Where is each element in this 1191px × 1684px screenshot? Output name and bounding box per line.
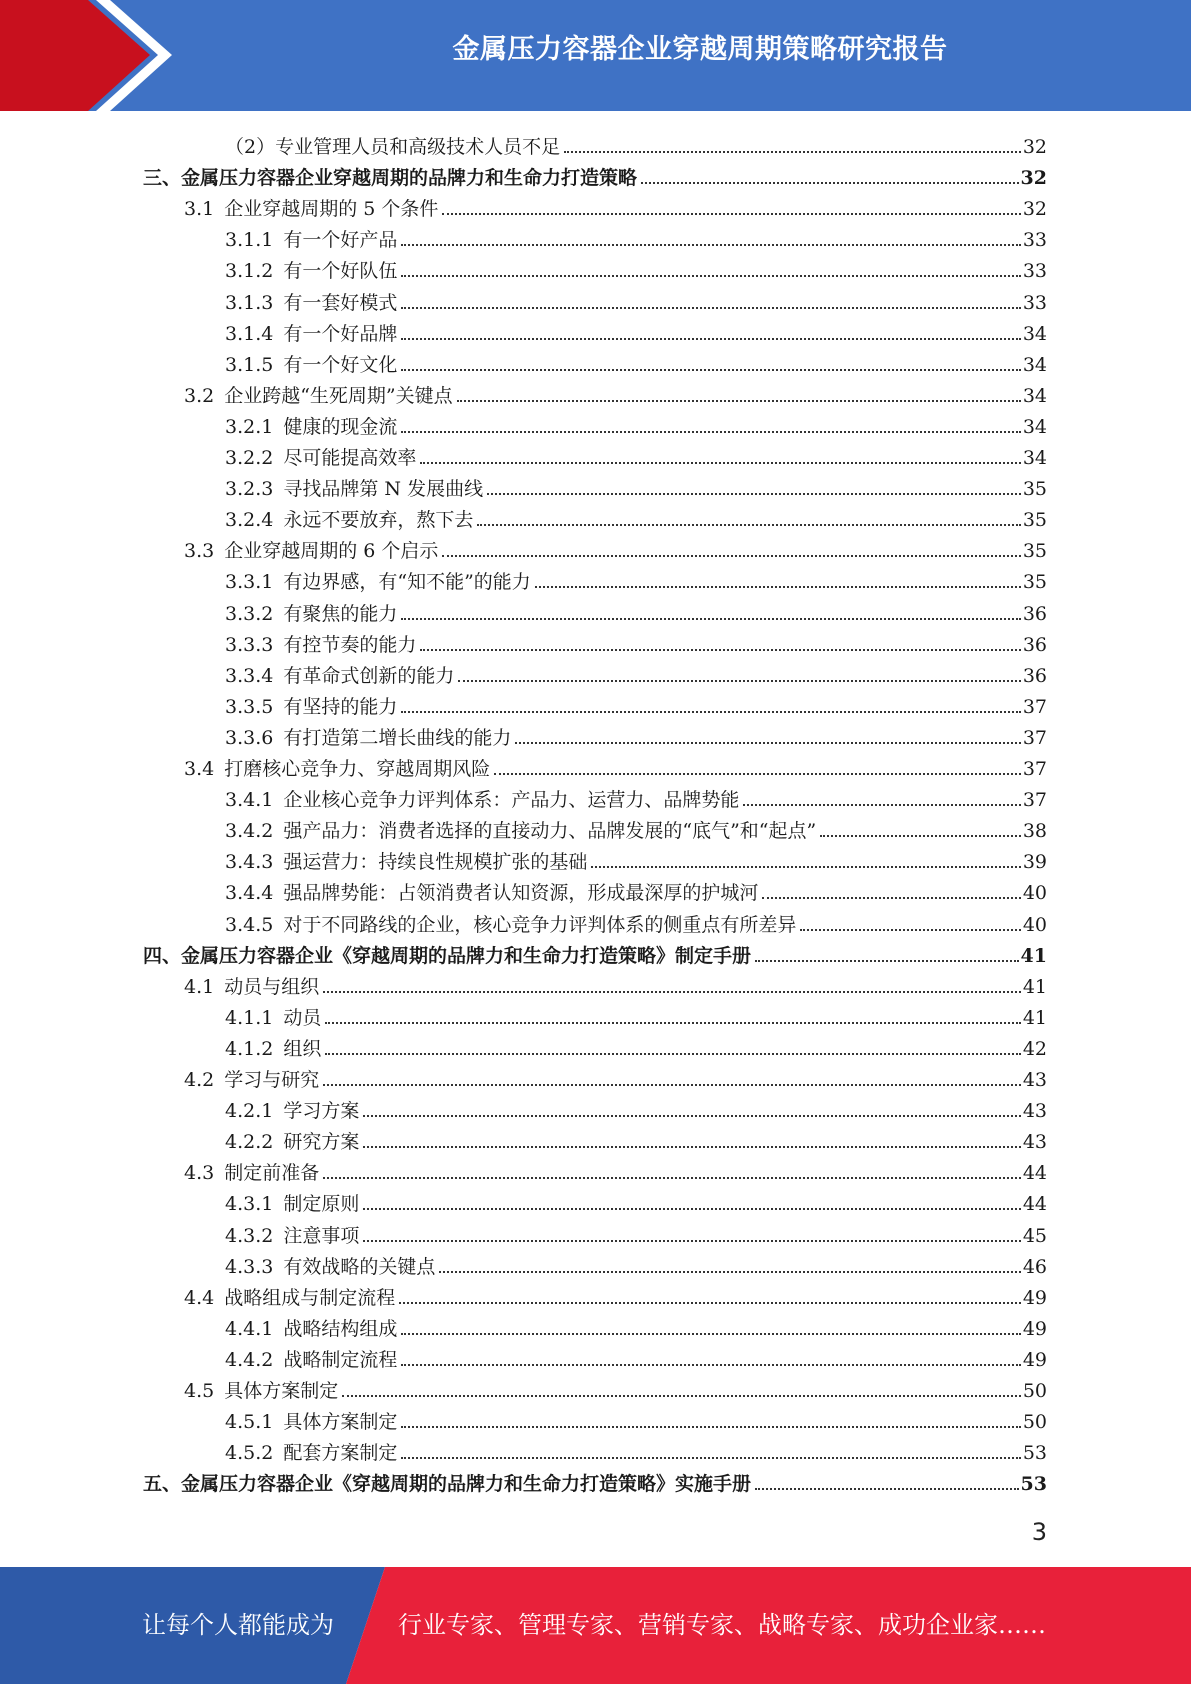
toc-entry-number: 4.3.3 bbox=[225, 1255, 274, 1278]
toc-dot-leader bbox=[323, 1177, 1021, 1179]
toc-entry-number: 4.4.1 bbox=[225, 1317, 274, 1340]
toc-dot-leader bbox=[363, 1240, 1020, 1242]
toc-entry-title: 有一个好产品 bbox=[283, 229, 398, 252]
toc-dot-leader bbox=[401, 275, 1020, 277]
toc-entry-number: 3.1.3 bbox=[225, 291, 274, 314]
toc-dot-leader bbox=[641, 182, 1019, 184]
toc-entry-number: 3.4.4 bbox=[225, 882, 274, 905]
toc-entry-title: 注意事项 bbox=[283, 1224, 360, 1247]
toc-entry-number: 4.5.1 bbox=[225, 1411, 274, 1434]
toc-dot-leader bbox=[401, 1364, 1020, 1366]
toc-entry-number: 3.3.4 bbox=[225, 664, 274, 687]
toc-entry-title: 动员 bbox=[283, 1006, 322, 1029]
toc-entry-page: 43 bbox=[1022, 1131, 1047, 1154]
toc-entry-page: 45 bbox=[1022, 1224, 1047, 1247]
toc-entry-page: 41 bbox=[1022, 1006, 1047, 1029]
toc-entry-title: 企业核心竞争力评判体系：产品力、运营力、品牌势能 bbox=[283, 789, 740, 812]
toc-entry[interactable] bbox=[225, 1402, 1047, 1433]
toc-entry-title: 有革命式创新的能力 bbox=[283, 664, 455, 687]
toc-entry[interactable] bbox=[225, 1247, 1047, 1278]
toc-entry[interactable] bbox=[225, 1216, 1047, 1247]
toc-entry-number: 3.1 bbox=[184, 198, 215, 221]
toc-dot-leader bbox=[487, 493, 1021, 495]
toc-entry-title: 战略制定流程 bbox=[283, 1348, 398, 1371]
toc-entry-page: 34 bbox=[1022, 415, 1047, 438]
toc-dot-leader bbox=[401, 369, 1020, 371]
toc-entry-number: 3.2.1 bbox=[225, 415, 274, 438]
page-number: 3 bbox=[1031, 1518, 1047, 1546]
toc-entry[interactable] bbox=[143, 936, 1047, 967]
footer-slogan-left: 让每个人都能成为 bbox=[142, 1611, 334, 1639]
toc-dot-leader bbox=[439, 1271, 1020, 1273]
toc-entry[interactable] bbox=[225, 873, 1047, 904]
toc-entry-page: 32 bbox=[1020, 167, 1047, 190]
toc-entry-page: 33 bbox=[1022, 260, 1047, 283]
toc-entry-page: 46 bbox=[1022, 1255, 1047, 1278]
toc-entry-number: 4.3.1 bbox=[225, 1193, 274, 1216]
toc-entry-page: 50 bbox=[1022, 1380, 1047, 1402]
toc-entry-title: 三、金属压力容器企业穿越周期的品牌力和生命力打造策略 bbox=[143, 167, 638, 190]
toc-entry-title: 企业穿越周期的 6 个启示 bbox=[224, 540, 439, 563]
toc-entry[interactable] bbox=[225, 718, 1047, 749]
toc-entry-page: 37 bbox=[1022, 789, 1047, 812]
toc-entry[interactable] bbox=[225, 283, 1047, 314]
toc-dot-leader bbox=[323, 1084, 1021, 1086]
toc-entry-title: 五、金属压力容器企业《穿越周期的品牌力和生命力打造策略》实施手册 bbox=[143, 1473, 752, 1496]
toc-entry-number: 3.4.3 bbox=[225, 851, 274, 874]
toc-entry-number: 4.1.1 bbox=[225, 1006, 274, 1029]
toc-entry-number: 3.4 bbox=[184, 758, 215, 780]
toc-entry[interactable] bbox=[225, 1122, 1047, 1153]
toc-entry-number: 3.3.1 bbox=[225, 571, 274, 594]
toc-entry-number: 3.2 bbox=[184, 384, 215, 407]
toc-dot-leader bbox=[401, 1457, 1020, 1459]
toc-entry-page: 43 bbox=[1022, 1100, 1047, 1123]
toc-entry[interactable] bbox=[184, 1371, 1047, 1402]
toc-entry-number: 3.3.2 bbox=[225, 602, 274, 625]
toc-entry-number: 3.2.3 bbox=[225, 478, 274, 501]
toc-dot-leader bbox=[401, 338, 1020, 340]
toc-dot-leader bbox=[800, 929, 1020, 931]
toc-entry-number: 3.3.5 bbox=[225, 695, 274, 718]
toc-entry-page: 34 bbox=[1022, 322, 1047, 345]
toc-entry-number: 3.1.5 bbox=[225, 353, 274, 376]
toc-entry[interactable] bbox=[184, 1060, 1047, 1091]
toc-entry-page: 32 bbox=[1022, 136, 1047, 158]
toc-entry-title: 制定前准备 bbox=[224, 1162, 320, 1185]
toc-entry-title: 有控节奏的能力 bbox=[283, 633, 417, 656]
toc-entry[interactable] bbox=[225, 656, 1047, 687]
toc-entry-number: 4.1 bbox=[184, 975, 215, 998]
toc-entry-title: 有一套好模式 bbox=[283, 291, 398, 314]
toc-entry[interactable] bbox=[225, 469, 1047, 500]
toc-entry-number: 3.4.5 bbox=[225, 913, 274, 936]
page-footer bbox=[0, 1567, 1191, 1684]
toc-entry[interactable] bbox=[225, 562, 1047, 593]
toc-entry-number: 4.3 bbox=[184, 1162, 215, 1185]
toc-dot-leader bbox=[401, 244, 1020, 246]
toc-entry-title: 具体方案制定 bbox=[224, 1380, 339, 1402]
toc-entry-title: 企业穿越周期的 5 个条件 bbox=[224, 198, 439, 221]
toc-entry-title: 企业跨越“生死周期”关键点 bbox=[224, 384, 453, 407]
toc-entry-number: 4.2 bbox=[184, 1069, 215, 1091]
toc-entry[interactable] bbox=[225, 438, 1047, 469]
toc-entry-page: 36 bbox=[1022, 633, 1047, 656]
toc-entry-title: 尽可能提高效率 bbox=[283, 447, 417, 469]
toc-entry-number: 3.1.2 bbox=[225, 260, 274, 283]
toc-entry-title: 永远不要放弃，熬下去 bbox=[283, 509, 474, 532]
footer-slogan-right: 行业专家、管理专家、营销专家、战略专家、成功企业家…… bbox=[398, 1611, 1046, 1639]
toc-entry-title: 有效战略的关键点 bbox=[283, 1255, 436, 1278]
toc-entry-title: 有一个好队伍 bbox=[283, 260, 398, 283]
toc-entry-page: 50 bbox=[1022, 1411, 1047, 1434]
toc-dot-leader bbox=[535, 586, 1021, 588]
toc-entry-page: 41 bbox=[1022, 975, 1047, 998]
toc-dot-leader bbox=[762, 897, 1020, 899]
toc-entry-number: 3.3.6 bbox=[225, 726, 274, 749]
toc-dot-leader bbox=[401, 618, 1020, 620]
toc-entry-title: 健康的现金流 bbox=[283, 415, 398, 438]
toc-entry-page: 49 bbox=[1022, 1348, 1047, 1371]
toc-entry-title: 配套方案制定 bbox=[283, 1442, 398, 1465]
toc-entry-title: 战略组成与制定流程 bbox=[224, 1286, 396, 1309]
toc-entry[interactable] bbox=[225, 1029, 1047, 1060]
toc-dot-leader bbox=[457, 400, 1021, 402]
toc-entry-page: 43 bbox=[1022, 1069, 1047, 1091]
toc-entry-number: 4.5 bbox=[184, 1380, 215, 1402]
toc-entry[interactable] bbox=[225, 407, 1047, 438]
toc-entry[interactable] bbox=[225, 625, 1047, 656]
toc-dot-leader bbox=[755, 1488, 1019, 1490]
toc-dot-leader bbox=[515, 742, 1020, 744]
toc-entry[interactable] bbox=[184, 376, 1047, 407]
toc-entry-page: 34 bbox=[1022, 384, 1047, 407]
toc-entry[interactable] bbox=[225, 780, 1047, 811]
toc-dot-leader bbox=[420, 649, 1020, 651]
toc-entry-title: 战略结构组成 bbox=[283, 1317, 398, 1340]
toc-entry-title: 有坚持的能力 bbox=[283, 695, 398, 718]
toc-entry-title: 有一个好品牌 bbox=[283, 322, 398, 345]
toc-dot-leader bbox=[442, 213, 1020, 215]
toc-entry-number: 4.2.2 bbox=[225, 1131, 274, 1154]
toc-entry[interactable] bbox=[184, 189, 1047, 220]
toc-entry-number: 4.5.2 bbox=[225, 1442, 274, 1465]
toc-dot-leader bbox=[458, 680, 1020, 682]
toc-dot-leader bbox=[363, 1146, 1020, 1148]
toc-entry[interactable] bbox=[143, 1464, 1047, 1495]
toc-entry-number: 3.1.4 bbox=[225, 322, 274, 345]
toc-dot-leader bbox=[363, 1208, 1020, 1210]
toc-entry-page: 33 bbox=[1022, 291, 1047, 314]
toc-dot-leader bbox=[342, 1395, 1021, 1397]
header-title: 金属压力容器企业穿越周期策略研究报告 bbox=[452, 34, 948, 65]
toc-dot-leader bbox=[325, 1053, 1020, 1055]
toc-entry-page: 37 bbox=[1022, 726, 1047, 749]
toc-entry[interactable] bbox=[225, 127, 1047, 158]
toc-entry[interactable] bbox=[184, 531, 1047, 562]
toc-entry-title: 有一个好文化 bbox=[283, 353, 398, 376]
toc-dot-leader bbox=[743, 804, 1020, 806]
toc-dot-leader bbox=[323, 991, 1021, 993]
toc-dot-leader bbox=[325, 1022, 1020, 1024]
toc-entry-title: 四、金属压力容器企业《穿越周期的品牌力和生命力打造策略》制定手册 bbox=[143, 944, 752, 967]
toc-entry[interactable] bbox=[225, 998, 1047, 1029]
toc-dot-leader bbox=[442, 555, 1020, 557]
toc-entry-page: 36 bbox=[1022, 664, 1047, 687]
toc-dot-leader bbox=[363, 1115, 1020, 1117]
toc-entry-number: 4.1.2 bbox=[225, 1037, 274, 1060]
toc-entry-page: 44 bbox=[1022, 1193, 1047, 1216]
toc-entry-page: 33 bbox=[1022, 229, 1047, 252]
toc-entry-number: 4.4 bbox=[184, 1286, 215, 1309]
toc-dot-leader bbox=[820, 835, 1021, 837]
toc-dot-leader bbox=[401, 711, 1020, 713]
toc-entry[interactable] bbox=[225, 842, 1047, 873]
toc-entry[interactable] bbox=[225, 1091, 1047, 1122]
toc-entry-number: 4.2.1 bbox=[225, 1100, 274, 1123]
toc-entry-title: 有打造第二增长曲线的能力 bbox=[283, 726, 512, 749]
toc-entry-page: 41 bbox=[1020, 944, 1047, 967]
toc-entry-title: 具体方案制定 bbox=[283, 1411, 398, 1434]
toc-entry[interactable] bbox=[143, 158, 1047, 189]
toc-entry-number: 4.4.2 bbox=[225, 1348, 274, 1371]
toc-entry[interactable] bbox=[184, 967, 1047, 998]
toc-entry[interactable] bbox=[225, 314, 1047, 345]
toc-entry-page: 36 bbox=[1022, 602, 1047, 625]
toc-entry-page: 32 bbox=[1022, 198, 1047, 221]
toc-entry[interactable] bbox=[184, 1278, 1047, 1309]
toc-entry[interactable] bbox=[225, 594, 1047, 625]
toc-entry-page: 53 bbox=[1020, 1473, 1047, 1496]
toc-entry-page: 37 bbox=[1022, 695, 1047, 718]
toc-entry-page: 49 bbox=[1022, 1286, 1047, 1309]
toc-entry[interactable] bbox=[225, 220, 1047, 251]
toc-entry[interactable] bbox=[225, 1433, 1047, 1464]
toc-dot-leader bbox=[755, 960, 1019, 962]
toc-entry[interactable] bbox=[184, 749, 1047, 780]
toc-entry-title: 强运营力：持续良性规模扩张的基础 bbox=[283, 851, 588, 874]
toc-entry-page: 42 bbox=[1022, 1037, 1047, 1060]
toc-entry[interactable] bbox=[225, 1340, 1047, 1371]
toc-entry-page: 38 bbox=[1022, 820, 1047, 843]
toc-entry-number: 4.3.2 bbox=[225, 1224, 274, 1247]
toc-entry[interactable] bbox=[225, 687, 1047, 718]
toc-entry-page: 34 bbox=[1022, 353, 1047, 376]
toc-entry-page: 40 bbox=[1022, 913, 1047, 936]
toc-entry-title: 有边界感，有“知不能”的能力 bbox=[283, 571, 531, 594]
toc-dot-leader bbox=[591, 866, 1020, 868]
toc-entry[interactable] bbox=[225, 811, 1047, 842]
toc-entry-title: 制定原则 bbox=[283, 1193, 360, 1216]
toc-entry-title: 寻找品牌第 N 发展曲线 bbox=[283, 478, 484, 501]
toc-dot-leader bbox=[564, 151, 1021, 153]
toc-entry-page: 53 bbox=[1022, 1442, 1047, 1465]
toc-entry-title: 学习方案 bbox=[283, 1100, 360, 1123]
toc-entry-title: 学习与研究 bbox=[224, 1069, 320, 1091]
toc-entry-number: 3.2.4 bbox=[225, 509, 274, 532]
toc-dot-leader bbox=[420, 462, 1020, 464]
toc-dot-leader bbox=[401, 307, 1020, 309]
toc-entry-number: 3.2.2 bbox=[225, 447, 274, 469]
toc-entry[interactable] bbox=[225, 905, 1047, 936]
toc-entry-page: 35 bbox=[1022, 478, 1047, 501]
toc-dot-leader bbox=[477, 524, 1020, 526]
toc-entry-page: 39 bbox=[1022, 851, 1047, 874]
toc-dot-leader bbox=[401, 1333, 1020, 1335]
toc-entry-page: 37 bbox=[1022, 758, 1047, 780]
toc-entry-page: 44 bbox=[1022, 1162, 1047, 1185]
toc-entry-page: 40 bbox=[1022, 882, 1047, 905]
toc-entry[interactable] bbox=[225, 345, 1047, 376]
page-header bbox=[0, 0, 1191, 111]
toc-entry-page: 34 bbox=[1022, 447, 1047, 469]
toc-dot-leader bbox=[494, 773, 1021, 775]
toc-dot-leader bbox=[401, 431, 1020, 433]
toc-entry-title: 有聚焦的能力 bbox=[283, 602, 398, 625]
toc-entry-page: 35 bbox=[1022, 509, 1047, 532]
toc-entry-number: 3.4.2 bbox=[225, 820, 274, 843]
toc-dot-leader bbox=[401, 1426, 1020, 1428]
toc-entry-title: 强产品力：消费者选择的直接动力、品牌发展的“底气”和“起点” bbox=[283, 820, 817, 843]
toc-entry-title: 对于不同路线的企业，核心竞争力评判体系的侧重点有所差异 bbox=[283, 913, 797, 936]
toc-entry[interactable] bbox=[225, 1309, 1047, 1340]
toc-entry-number: 3.1.1 bbox=[225, 229, 274, 252]
toc-entry-title: 强品牌势能：占领消费者认知资源，形成最深厚的护城河 bbox=[283, 882, 759, 905]
toc-dot-leader bbox=[399, 1302, 1021, 1304]
toc-entry-number: 3.3.3 bbox=[225, 633, 274, 656]
toc-entry-page: 35 bbox=[1022, 571, 1047, 594]
toc-entry-number: 3.3 bbox=[184, 540, 215, 563]
toc-entry[interactable] bbox=[225, 1184, 1047, 1215]
toc-entry-page: 49 bbox=[1022, 1317, 1047, 1340]
toc-entry-title: 研究方案 bbox=[283, 1131, 360, 1154]
toc-entry-page: 35 bbox=[1022, 540, 1047, 563]
toc-entry-title: 打磨核心竞争力、穿越周期风险 bbox=[224, 758, 491, 780]
toc-entry[interactable] bbox=[225, 251, 1047, 282]
toc-entry-title: 动员与组织 bbox=[224, 975, 320, 998]
toc-entry[interactable] bbox=[225, 500, 1047, 531]
toc-entry-number: 3.4.1 bbox=[225, 789, 274, 812]
toc-entry[interactable] bbox=[184, 1153, 1047, 1184]
toc-entry-title: （2）专业管理人员和高级技术人员不足 bbox=[225, 136, 561, 158]
toc-entry-title: 组织 bbox=[283, 1037, 322, 1060]
